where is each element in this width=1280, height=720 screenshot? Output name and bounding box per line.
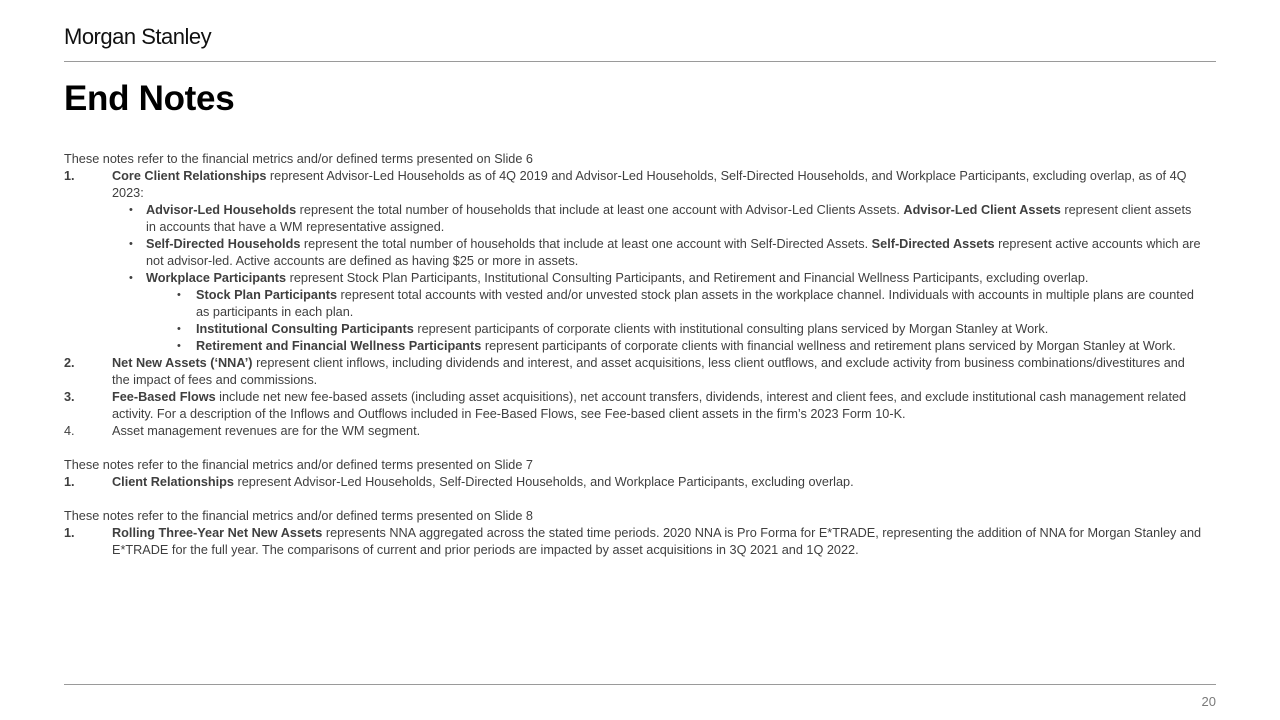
section-intro: These notes refer to the financial metrics and/or defined terms presented on Slide 8 <box>64 509 533 523</box>
bullet-term-secondary: Advisor-Led Client Assets <box>903 203 1061 217</box>
sub-bullet <box>64 202 1204 236</box>
note-text: Asset management revenues are for the WM segment. <box>112 424 421 438</box>
notes-section-slide-8 <box>64 508 1204 559</box>
bullet-icon: • <box>177 340 181 352</box>
sub-bullet <box>64 236 1204 270</box>
bullet-term: Advisor-Led Households <box>146 203 297 217</box>
note-text: include net new fee-based assets (including asset acquisitions), net account transfers, dividends, interest and client fees, and exclude institutional cash management related activity. For a description of the Inflows and Outflows included in Fee-Based Flows, see Fee-based client assets in the firm’s 2023 Form 10-K. <box>112 390 1187 421</box>
note-text: represents NNA aggregated across the stated time periods. 2020 NNA is Pro Forma for E*TRADE, representing the addition of NNA for Morgan Stanley and E*TRADE for the full year. The comparisons of current and prior periods are impacted by asset acquisitions in 3Q 2021 and 1Q 2022. <box>112 526 1202 557</box>
notes-section-slide-7 <box>64 457 1204 491</box>
footer-divider <box>64 684 1216 685</box>
note-item <box>64 474 1204 491</box>
sub-bullet <box>64 270 1204 287</box>
note-term: Rolling Three-Year Net New Assets <box>112 526 323 540</box>
section-intro: These notes refer to the financial metrics and/or defined terms presented on Slide 6 <box>64 152 533 166</box>
bullet-text: represent total accounts with vested and/or unvested stock plan assets in the workplace channel. Individuals with accounts in multiple plans are counted as participants in each plan. <box>196 288 1194 319</box>
note-number: 1. <box>64 475 75 489</box>
bullet-term: Retirement and Financial Wellness Participants <box>196 339 482 353</box>
bullet-text: represent participants of corporate clients with financial wellness and retirement plans serviced by Morgan Stanley at Work. <box>481 339 1176 353</box>
note-number: 2. <box>64 356 75 370</box>
bullet-term-secondary: Self-Directed Assets <box>871 237 995 251</box>
note-term: Core Client Relationships <box>112 169 267 183</box>
note-item <box>64 355 1204 389</box>
bullet-text: represent the total number of households that include at least one account with Self-Directed Assets. <box>300 237 872 251</box>
note-text: represent Advisor-Led Households as of 4Q 2019 and Advisor-Led Households, Self-Directed Households, and Workplace Participants, excluding overlap, as of 4Q 2023: <box>112 169 1187 200</box>
note-number: 3. <box>64 390 75 404</box>
bullet-term: Workplace Participants <box>146 271 287 285</box>
bullet-text-secondary: represent client assets in accounts that have a WM representative assigned. <box>146 203 1192 234</box>
note-item <box>64 168 1204 202</box>
bullet-icon: • <box>129 272 133 284</box>
bullet-term: Stock Plan Participants <box>196 288 338 302</box>
bullet-text: represent participants of corporate clients with institutional consulting plans serviced by Morgan Stanley at Work. <box>413 322 1049 336</box>
section-spacer <box>64 491 1204 508</box>
bullet-icon: • <box>129 238 133 250</box>
note-term: Net New Assets (‘NNA’) <box>112 356 253 370</box>
note-term: Client Relationships <box>112 475 234 489</box>
note-number: 4. <box>64 424 75 438</box>
note-number: 1. <box>64 526 75 540</box>
note-item <box>64 389 1204 423</box>
section-spacer <box>64 440 1204 457</box>
page-title: End Notes <box>64 79 235 118</box>
brand-logo: Morgan Stanley <box>64 24 212 49</box>
section-intro: These notes refer to the financial metrics and/or defined terms presented on Slide 7 <box>64 458 533 472</box>
bullet-icon: • <box>129 204 133 216</box>
note-item <box>64 423 1204 440</box>
note-number: 1. <box>64 169 75 183</box>
bullet-term: Institutional Consulting Participants <box>196 322 414 336</box>
nested-bullet <box>64 287 1204 321</box>
bullet-text: represent the total number of households that include at least one account with Advisor-Led Clients Assets. <box>296 203 904 217</box>
bullet-text-secondary: represent active accounts which are not advisor-led. Active accounts are defined as having $25 or more in assets. <box>146 237 1201 268</box>
note-text: represent Advisor-Led Households, Self-Directed Households, and Workplace Participants, excluding overlap. <box>233 475 854 489</box>
end-notes-body <box>64 151 1204 559</box>
bullet-text: represent Stock Plan Participants, Institutional Consulting Participants, and Retirement and Financial Wellness Participants, excluding overlap. <box>286 271 1089 285</box>
header-divider <box>64 61 1216 62</box>
notes-section-slide-6 <box>64 151 1204 440</box>
nested-bullet <box>64 321 1204 338</box>
bullet-icon: • <box>177 323 181 335</box>
page-number: 20 <box>1201 694 1216 709</box>
bullet-icon: • <box>177 289 181 301</box>
nested-bullet <box>64 338 1204 355</box>
note-text: represent client inflows, including dividends and interest, and asset acquisitions, less client outflows, and exclude activity from business combinations/divestitures and the impact of fees and commissions. <box>112 356 1185 387</box>
bullet-term: Self-Directed Households <box>146 237 301 251</box>
note-item <box>64 525 1204 559</box>
note-term: Fee-Based Flows <box>112 390 216 404</box>
